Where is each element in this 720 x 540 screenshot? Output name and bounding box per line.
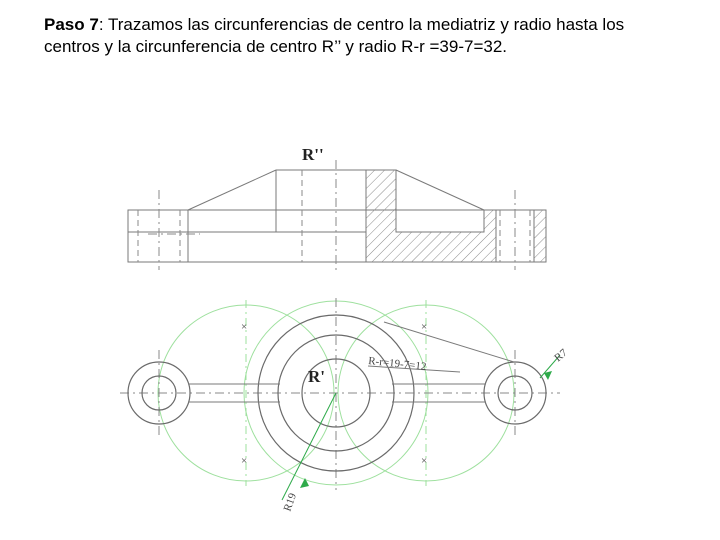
tangent-line: [384, 322, 514, 362]
section-hatch-right: [534, 210, 546, 262]
plan-view: [120, 298, 570, 513]
step-number: Paso 7: [44, 15, 99, 34]
label-r-double: R'': [302, 145, 324, 164]
arrow-r19: [300, 478, 309, 488]
mark-x-1: ×: [241, 321, 248, 333]
dim-text-r19: R19: [281, 491, 300, 514]
dim-text-r7: R7: [552, 346, 570, 365]
step-text: : Trazamos las circunferencias de centro la mediatriz y radio hasta los centros y la circunferencia de centro R’’ y radio R-r =39-7=32.: [44, 15, 625, 56]
dim-leader-r19: [282, 393, 336, 500]
mark-x-4: ×: [421, 455, 428, 467]
mark-x-2: ×: [241, 455, 248, 467]
left-rib-slope: [188, 170, 276, 210]
label-r-single: R': [308, 367, 325, 386]
right-rib-slope: [396, 170, 484, 210]
mark-x-3: ×: [421, 321, 428, 333]
section-hatch-main: [366, 170, 496, 262]
elevation-view: [128, 145, 546, 272]
dim-text-r-minus-r: R-r=19-7=12: [367, 355, 427, 374]
